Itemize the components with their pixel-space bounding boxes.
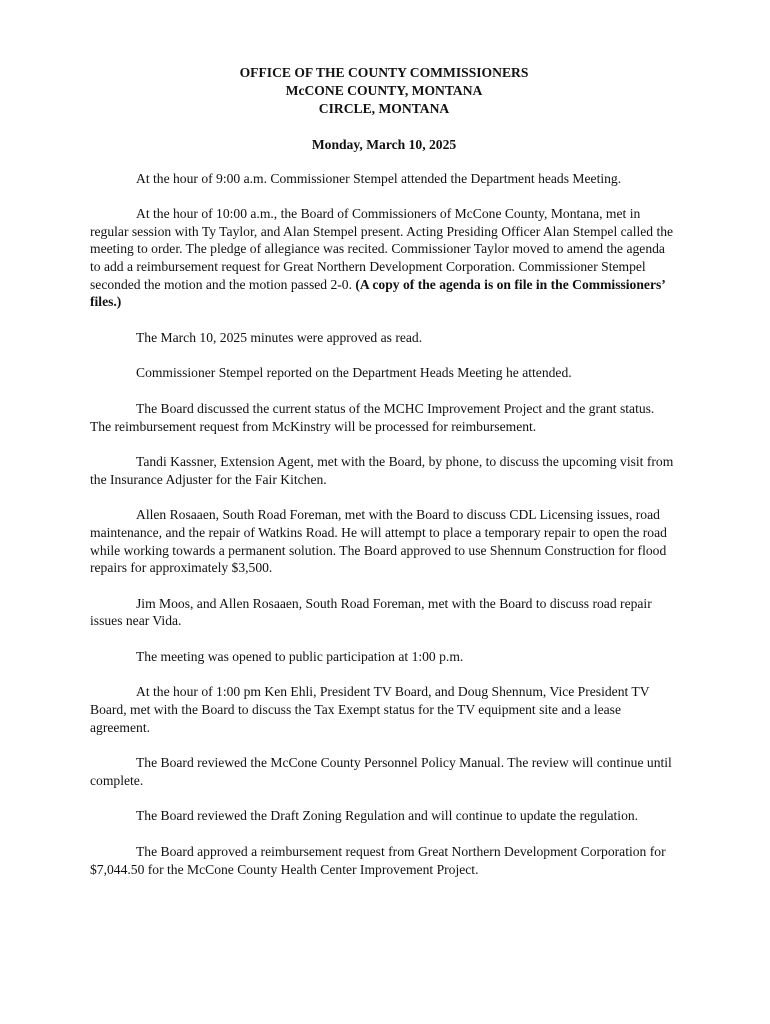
header-county: McCONE COUNTY, MONTANA [285,83,483,98]
paragraph-reimbursement-approved: The Board approved a reimbursement request from Great Northern Development Corporation for $7,044.50 for the McCone County Health Center Improvement Project. [90,844,666,877]
agenda-on-file-note: (A copy of the agenda is on file in the Commissioners’ files.) [90,276,665,310]
paragraph-regular-session [90,205,678,311]
paragraph-personnel-policy: The Board reviewed the McCone County Personnel Policy Manual. The review will continue until complete. [90,755,672,788]
paragraph-minutes-approved: The March 10, 2025 minutes were approved as read. [136,329,423,345]
paragraph-dept-heads-report: Commissioner Stempel reported on the Department Heads Meeting he attended. [136,365,572,381]
paragraph-zoning-regulation: The Board reviewed the Draft Zoning Regulation and will continue to update the regulation. [136,808,639,824]
paragraph-regular-session-text: At the hour of 10:00 a.m., the Board of Commissioners of McCone County, Montana, met in regular session with Ty Taylor, and Alan Stempel present. Acting Presiding Officer Alan Stempel called the meeting to order. The pledge of allegiance was recited. Commissioner Taylor moved to amend the agenda to add a reimbursement request for Great Northern Development Corporation. Commissioner Stempel seconded the motion and the motion passed 2-0. [90,206,674,292]
paragraph-extension-agent: Tandi Kassner, Extension Agent, met with the Board, by phone, to discuss the upcoming visit from the Insurance Adjuster for the Fair Kitchen. [90,454,674,487]
paragraph-public-participation: The meeting was opened to public participation at 1:00 p.m. [136,648,464,664]
document-header [90,64,678,118]
paragraph-mchc-project: The Board discussed the current status of the MCHC Improvement Project and the grant status. The reimbursement request from McKinstry will be processed for reimbursement. [90,400,655,434]
paragraph-dept-heads-meeting: At the hour of 9:00 a.m. Commissioner Stempel attended the Department heads Meeting. [136,170,622,186]
paragraph-tv-board: At the hour of 1:00 pm Ken Ehli, President TV Board, and Doug Shennum, Vice President TV Board, met with the Board to discuss the Tax Exempt status for the TV equipment site and a lease agreement. [90,684,650,735]
meeting-date: Monday, March 10, 2025 [311,137,457,152]
paragraph-road-foreman: Allen Rosaaen, South Road Foreman, met with the Board to discuss CDL Licensing issues, road maintenance, and the repair of Watkins Road. He will attempt to place a temporary repair to open the road while working towards a permanent solution. The Board approved to use Shennum Construction for flood repairs for approximately $3,500. [90,507,667,576]
header-office-title: OFFICE OF THE COUNTY COMMISSIONERS [239,65,529,80]
document-page [90,64,678,878]
header-city: CIRCLE, MONTANA [318,101,450,116]
paragraph-road-repair-vida: Jim Moos, and Allen Rosaaen, South Road Foreman, met with the Board to discuss road repair issues near Vida. [90,595,652,629]
